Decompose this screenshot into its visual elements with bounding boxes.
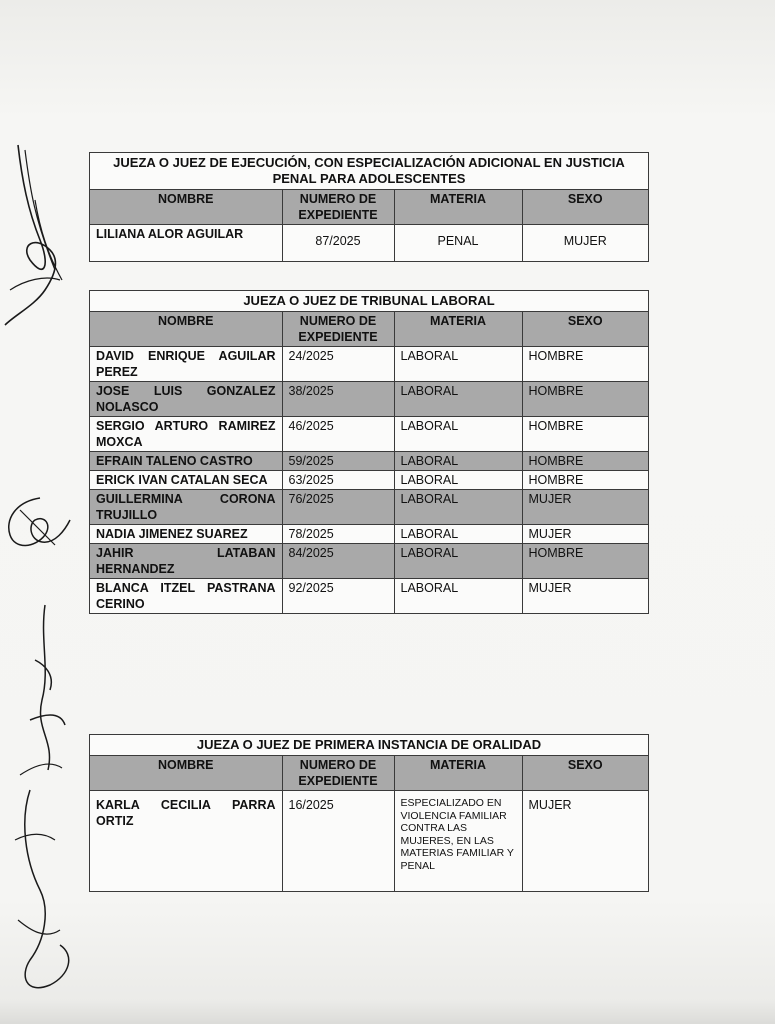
header-sexo: SEXO	[522, 312, 648, 347]
cell-expediente: 16/2025	[282, 791, 394, 891]
table-title: JUEZA O JUEZ DE PRIMERA INSTANCIA DE ORALIDAD	[90, 735, 648, 756]
cell-sexo: HOMBRE	[522, 471, 648, 490]
cell-nombre: JOSE LUIS GONZALEZ NOLASCO	[90, 382, 282, 417]
table-row	[90, 525, 648, 544]
header-nombre: NOMBRE	[90, 312, 282, 347]
header-row	[90, 756, 648, 791]
cell-sexo: MUJER	[522, 579, 648, 614]
header-expediente: NUMERO DE EXPEDIENTE	[282, 190, 394, 225]
cell-expediente: 63/2025	[282, 471, 394, 490]
cell-materia: LABORAL	[394, 452, 522, 471]
cell-sexo: MUJER	[522, 490, 648, 525]
table-row	[90, 452, 648, 471]
table-laboral	[89, 290, 649, 614]
cell-expediente: 87/2025	[282, 225, 394, 261]
cell-materia: LABORAL	[394, 382, 522, 417]
header-materia: MATERIA	[394, 190, 522, 225]
cell-nombre: DAVID ENRIQUE AGUILAR PEREZ	[90, 347, 282, 382]
table-row	[90, 544, 648, 579]
cell-sexo: HOMBRE	[522, 417, 648, 452]
cell-materia: LABORAL	[394, 471, 522, 490]
page-edge-shadow	[0, 1000, 775, 1024]
cell-sexo: HOMBRE	[522, 452, 648, 471]
header-materia: MATERIA	[394, 312, 522, 347]
cell-nombre: KARLA CECILIA PARRA ORTIZ	[90, 791, 282, 891]
table-row	[90, 347, 648, 382]
cell-sexo: MUJER	[522, 225, 648, 261]
table-ejecucion	[89, 152, 649, 262]
header-nombre: NOMBRE	[90, 756, 282, 791]
cell-expediente: 46/2025	[282, 417, 394, 452]
cell-materia: LABORAL	[394, 490, 522, 525]
cell-expediente: 24/2025	[282, 347, 394, 382]
table-title: JUEZA O JUEZ DE EJECUCIÓN, CON ESPECIALIZACIÓN ADICIONAL EN JUSTICIA PENAL PARA ADOLESCENTES	[90, 153, 648, 190]
table-row	[90, 791, 648, 891]
cell-sexo: HOMBRE	[522, 544, 648, 579]
table-row	[90, 471, 648, 490]
cell-expediente: 59/2025	[282, 452, 394, 471]
cell-materia: LABORAL	[394, 525, 522, 544]
header-row	[90, 312, 648, 347]
cell-sexo: MUJER	[522, 525, 648, 544]
cell-expediente: 84/2025	[282, 544, 394, 579]
cell-nombre: SERGIO ARTURO RAMIREZ MOXCA	[90, 417, 282, 452]
table-row	[90, 490, 648, 525]
cell-materia: LABORAL	[394, 347, 522, 382]
cell-materia: LABORAL	[394, 579, 522, 614]
table-title: JUEZA O JUEZ DE TRIBUNAL LABORAL	[90, 291, 648, 312]
cell-nombre: ERICK IVAN CATALAN SECA	[90, 471, 282, 490]
cell-nombre: NADIA JIMENEZ SUAREZ	[90, 525, 282, 544]
table-row	[90, 225, 648, 261]
cell-sexo: HOMBRE	[522, 347, 648, 382]
table-oralidad	[89, 734, 649, 892]
cell-materia: PENAL	[394, 225, 522, 261]
cell-nombre: EFRAIN TALENO CASTRO	[90, 452, 282, 471]
cell-sexo: MUJER	[522, 791, 648, 891]
header-sexo: SEXO	[522, 190, 648, 225]
signature-3	[0, 600, 80, 800]
header-expediente: NUMERO DE EXPEDIENTE	[282, 312, 394, 347]
header-row	[90, 190, 648, 225]
cell-materia: LABORAL	[394, 417, 522, 452]
table-row	[90, 579, 648, 614]
header-nombre: NOMBRE	[90, 190, 282, 225]
cell-nombre: GUILLERMINA CORONA TRUJILLO	[90, 490, 282, 525]
signature-1	[0, 140, 80, 330]
cell-materia: LABORAL	[394, 544, 522, 579]
cell-expediente: 76/2025	[282, 490, 394, 525]
header-materia: MATERIA	[394, 756, 522, 791]
cell-materia: ESPECIALIZADO EN VIOLENCIA FAMILIAR CONTRA LAS MUJERES, EN LAS MATERIAS FAMILIAR Y PENAL	[394, 791, 522, 891]
cell-nombre: JAHIR LATABAN HERNANDEZ	[90, 544, 282, 579]
data-table	[90, 190, 648, 261]
signature-4	[0, 780, 90, 1010]
signature-2	[0, 490, 80, 560]
data-table	[90, 312, 648, 613]
header-expediente: NUMERO DE EXPEDIENTE	[282, 756, 394, 791]
cell-nombre: BLANCA ITZEL PASTRANA CERINO	[90, 579, 282, 614]
cell-expediente: 38/2025	[282, 382, 394, 417]
table-row	[90, 382, 648, 417]
header-sexo: SEXO	[522, 756, 648, 791]
data-table	[90, 756, 648, 891]
cell-sexo: HOMBRE	[522, 382, 648, 417]
cell-nombre: LILIANA ALOR AGUILAR	[90, 225, 282, 261]
table-row	[90, 417, 648, 452]
cell-expediente: 92/2025	[282, 579, 394, 614]
cell-expediente: 78/2025	[282, 525, 394, 544]
